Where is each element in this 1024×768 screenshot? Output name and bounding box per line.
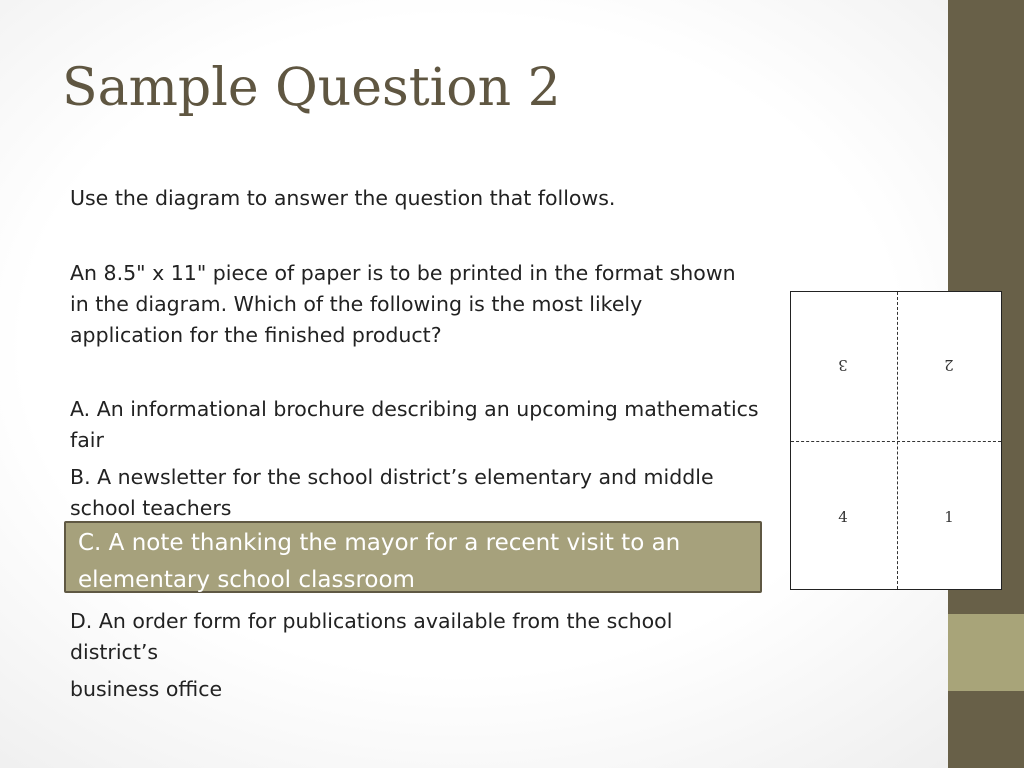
- horizontal-fold-line: [791, 441, 1001, 442]
- option-c-highlight: [64, 521, 762, 593]
- option-b: B. A newsletter for the school district’s elementary and middle school teachers: [70, 465, 714, 520]
- option-c: C. A note thanking the mayor for a recent visit to an elementary school classroom: [78, 530, 681, 593]
- panel-number-top-left: 3: [838, 356, 848, 374]
- question-text: An 8.5" x 11" piece of paper is to be printed in the format shown in the diagram. Which of the following is the most likely application for the finished product?: [70, 261, 736, 347]
- panel-number-bottom-left: 4: [838, 508, 848, 526]
- instruction-text: Use the diagram to answer the question that follows.: [70, 186, 616, 210]
- slide-title: Sample Question 2: [62, 58, 561, 118]
- option-d: D. An order form for publications available from the school district’s: [70, 609, 673, 664]
- panel-number-top-right: 2: [944, 356, 954, 374]
- option-a: A. An informational brochure describing an upcoming mathematics fair: [70, 397, 759, 452]
- sidebar-light-band: [948, 614, 1024, 691]
- panel-number-bottom-right: 1: [944, 508, 954, 526]
- option-d-continued: business office: [70, 677, 223, 701]
- fold-diagram: [790, 291, 1002, 590]
